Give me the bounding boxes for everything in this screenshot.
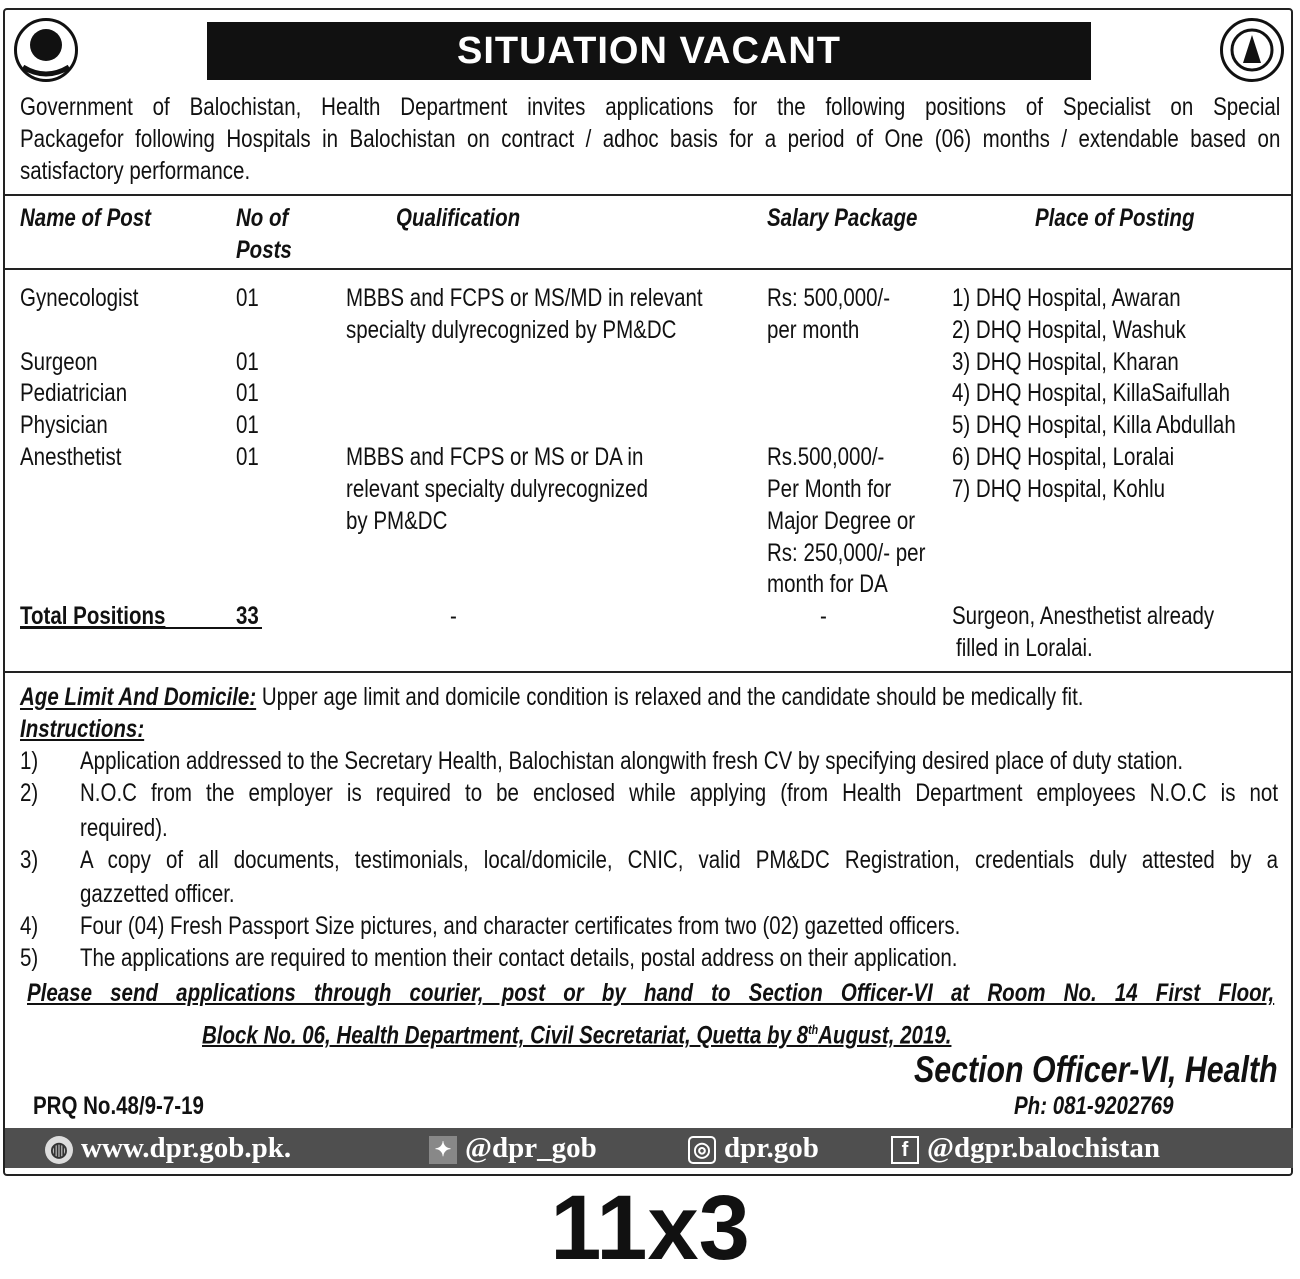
post-count: 01 <box>236 411 259 439</box>
place-number: 7) <box>952 475 971 503</box>
place-number: 4) <box>952 379 971 407</box>
divider <box>5 671 1293 673</box>
post-name: Gynecologist <box>20 284 139 312</box>
post-count: 01 <box>236 443 259 471</box>
total-note: filled in Loralai. <box>956 634 1093 662</box>
salary-line: per month <box>767 316 860 344</box>
instruction-line: N.O.C from the employer is required to be enclosed while applying (from Health Department employees N.O.C is not <box>80 779 1279 807</box>
place-name: DHQ Hospital, Washuk <box>975 316 1186 344</box>
post-count: 01 <box>236 379 259 407</box>
item-number: 1) <box>20 747 39 775</box>
footer-bar <box>5 1128 1293 1168</box>
place-number: 1) <box>952 284 971 312</box>
website-link[interactable] <box>45 1128 291 1168</box>
instruction-line: The applications are required to mention their contact details, postal address on their application. <box>80 944 958 972</box>
place-number: 5) <box>952 411 971 439</box>
divider <box>5 268 1293 270</box>
item-number: 3) <box>20 846 39 874</box>
age-text: Upper age limit and domicile condition is relaxed and the candidate should be medically fit. <box>256 683 1084 711</box>
signature-title: Section Officer-VI, Health <box>914 1049 1278 1090</box>
page-title: SITUATION VACANT <box>207 22 1091 80</box>
total-label: Total Positions <box>20 602 166 630</box>
instruction-line: Four (04) Fresh Passport Size pictures, and character certificates from two (02) gazetted officers. <box>80 912 961 940</box>
total-note: Surgeon, Anesthetist already <box>952 602 1215 630</box>
notice-line <box>202 1014 951 1051</box>
instagram-text: dpr.gob <box>724 1132 819 1164</box>
salary-line: Rs.500,000/- <box>767 443 885 471</box>
place-name: DHQ Hospital, Loralai <box>975 443 1175 471</box>
place-item <box>952 377 1230 409</box>
qualification-line: relevant specialty dulyrecognized <box>346 475 648 503</box>
signature-phone: Ph: 081-9202769 <box>1014 1092 1174 1120</box>
qualification-line: specialty dulyrecognized by PM&DC <box>346 316 677 344</box>
instruction-line: required). <box>80 814 168 842</box>
post-name: Physician <box>20 411 108 439</box>
total-salary: - <box>820 602 827 630</box>
item-number: 2) <box>20 779 39 807</box>
notice-text: August, 2019. <box>818 1021 952 1050</box>
place-number: 2) <box>952 316 971 344</box>
item-number: 5) <box>20 944 39 972</box>
salary-line: Rs: 250,000/- per <box>767 539 926 567</box>
notice-text: Block No. 06, Health Department, Civil Secretariat, Quetta by 8 <box>202 1021 809 1050</box>
post-count: 01 <box>236 284 259 312</box>
total-count: 33 <box>236 602 259 630</box>
place-name: DHQ Hospital, Kohlu <box>975 475 1166 503</box>
place-name: DHQ Hospital, Killa Abdullah <box>975 411 1236 439</box>
qualification-line: MBBS and FCPS or MS or DA in <box>346 443 644 471</box>
twitter-icon: ✦ <box>429 1136 457 1164</box>
facebook-text: @dgpr.balochistan <box>927 1132 1161 1164</box>
post-count: 01 <box>236 348 259 376</box>
column-header-count: No of <box>236 204 289 232</box>
post-name: Pediatrician <box>20 379 128 407</box>
instagram-link[interactable] <box>688 1128 819 1168</box>
twitter-text: @dpr_gob <box>465 1132 597 1164</box>
notice-line: Please send applications through courier, post or by hand to Section Officer-VI at Room No. 14 First Floor, <box>27 979 1275 1007</box>
intro-line: Government of Balochistan, Health Department invites applications for the following positions of Specialist on Special <box>20 93 1281 121</box>
total-qualification: - <box>450 602 457 630</box>
place-item <box>952 346 1179 378</box>
website-text: www.dpr.gob.pk. <box>81 1132 292 1164</box>
place-item <box>952 314 1186 346</box>
total-underline <box>20 627 262 629</box>
age-label: Age Limit And Domicile: <box>20 683 257 711</box>
intro-line: Packagefor following Hospitals in Balochistan on contract / adhoc basis for a period of One (06) months / extendable based on <box>20 125 1281 153</box>
salary-line: Rs: 500,000/- <box>767 284 891 312</box>
column-header-qualification: Qualification <box>396 204 521 232</box>
column-header-place: Place of Posting <box>1035 204 1195 232</box>
column-header-salary: Salary Package <box>767 204 918 232</box>
place-item <box>952 441 1174 473</box>
facebook-link[interactable] <box>891 1128 1160 1168</box>
salary-line: Major Degree or <box>767 507 916 535</box>
post-name: Surgeon <box>20 348 98 376</box>
government-emblem-logo <box>14 18 78 82</box>
item-number: 4) <box>20 912 39 940</box>
age-limit <box>20 681 1083 713</box>
globe-icon: ◍ <box>45 1136 73 1164</box>
place-name: DHQ Hospital, Awaran <box>975 284 1181 312</box>
ad-size-label: 11x3 <box>550 1177 750 1279</box>
instruction-line: A copy of all documents, testimonials, local/domicile, CNIC, valid PM&DC Registration, credentials duly attested by a <box>80 846 1279 874</box>
place-item <box>952 473 1165 505</box>
salary-line: Per Month for <box>767 475 892 503</box>
twitter-link[interactable] <box>429 1128 597 1168</box>
place-number: 3) <box>952 348 971 376</box>
place-number: 6) <box>952 443 971 471</box>
divider <box>5 194 1293 196</box>
prq-number: PRQ No.48/9-7-19 <box>33 1092 204 1120</box>
notice-sup: th <box>808 1022 819 1037</box>
instagram-icon: ◎ <box>688 1136 716 1164</box>
place-item <box>952 409 1236 441</box>
place-name: DHQ Hospital, Kharan <box>975 348 1179 376</box>
place-item <box>952 282 1181 314</box>
qualification-line: by PM&DC <box>346 507 448 535</box>
column-header-name: Name of Post <box>20 204 152 232</box>
health-seal-logo <box>1220 18 1284 82</box>
qualification-line: MBBS and FCPS or MS/MD in relevant <box>346 284 703 312</box>
instructions-label: Instructions: <box>20 715 145 743</box>
post-name: Anesthetist <box>20 443 122 471</box>
intro-line: satisfactory performance. <box>20 157 251 185</box>
instruction-line: Application addressed to the Secretary Health, Balochistan alongwith fresh CV by specifying desired place of duty station. <box>80 747 1184 775</box>
salary-line: month for DA <box>767 570 888 598</box>
facebook-icon: f <box>891 1136 919 1164</box>
column-header-count-2: Posts <box>236 236 292 264</box>
instruction-line: gazzetted officer. <box>80 880 235 908</box>
place-name: DHQ Hospital, KillaSaifullah <box>975 379 1231 407</box>
